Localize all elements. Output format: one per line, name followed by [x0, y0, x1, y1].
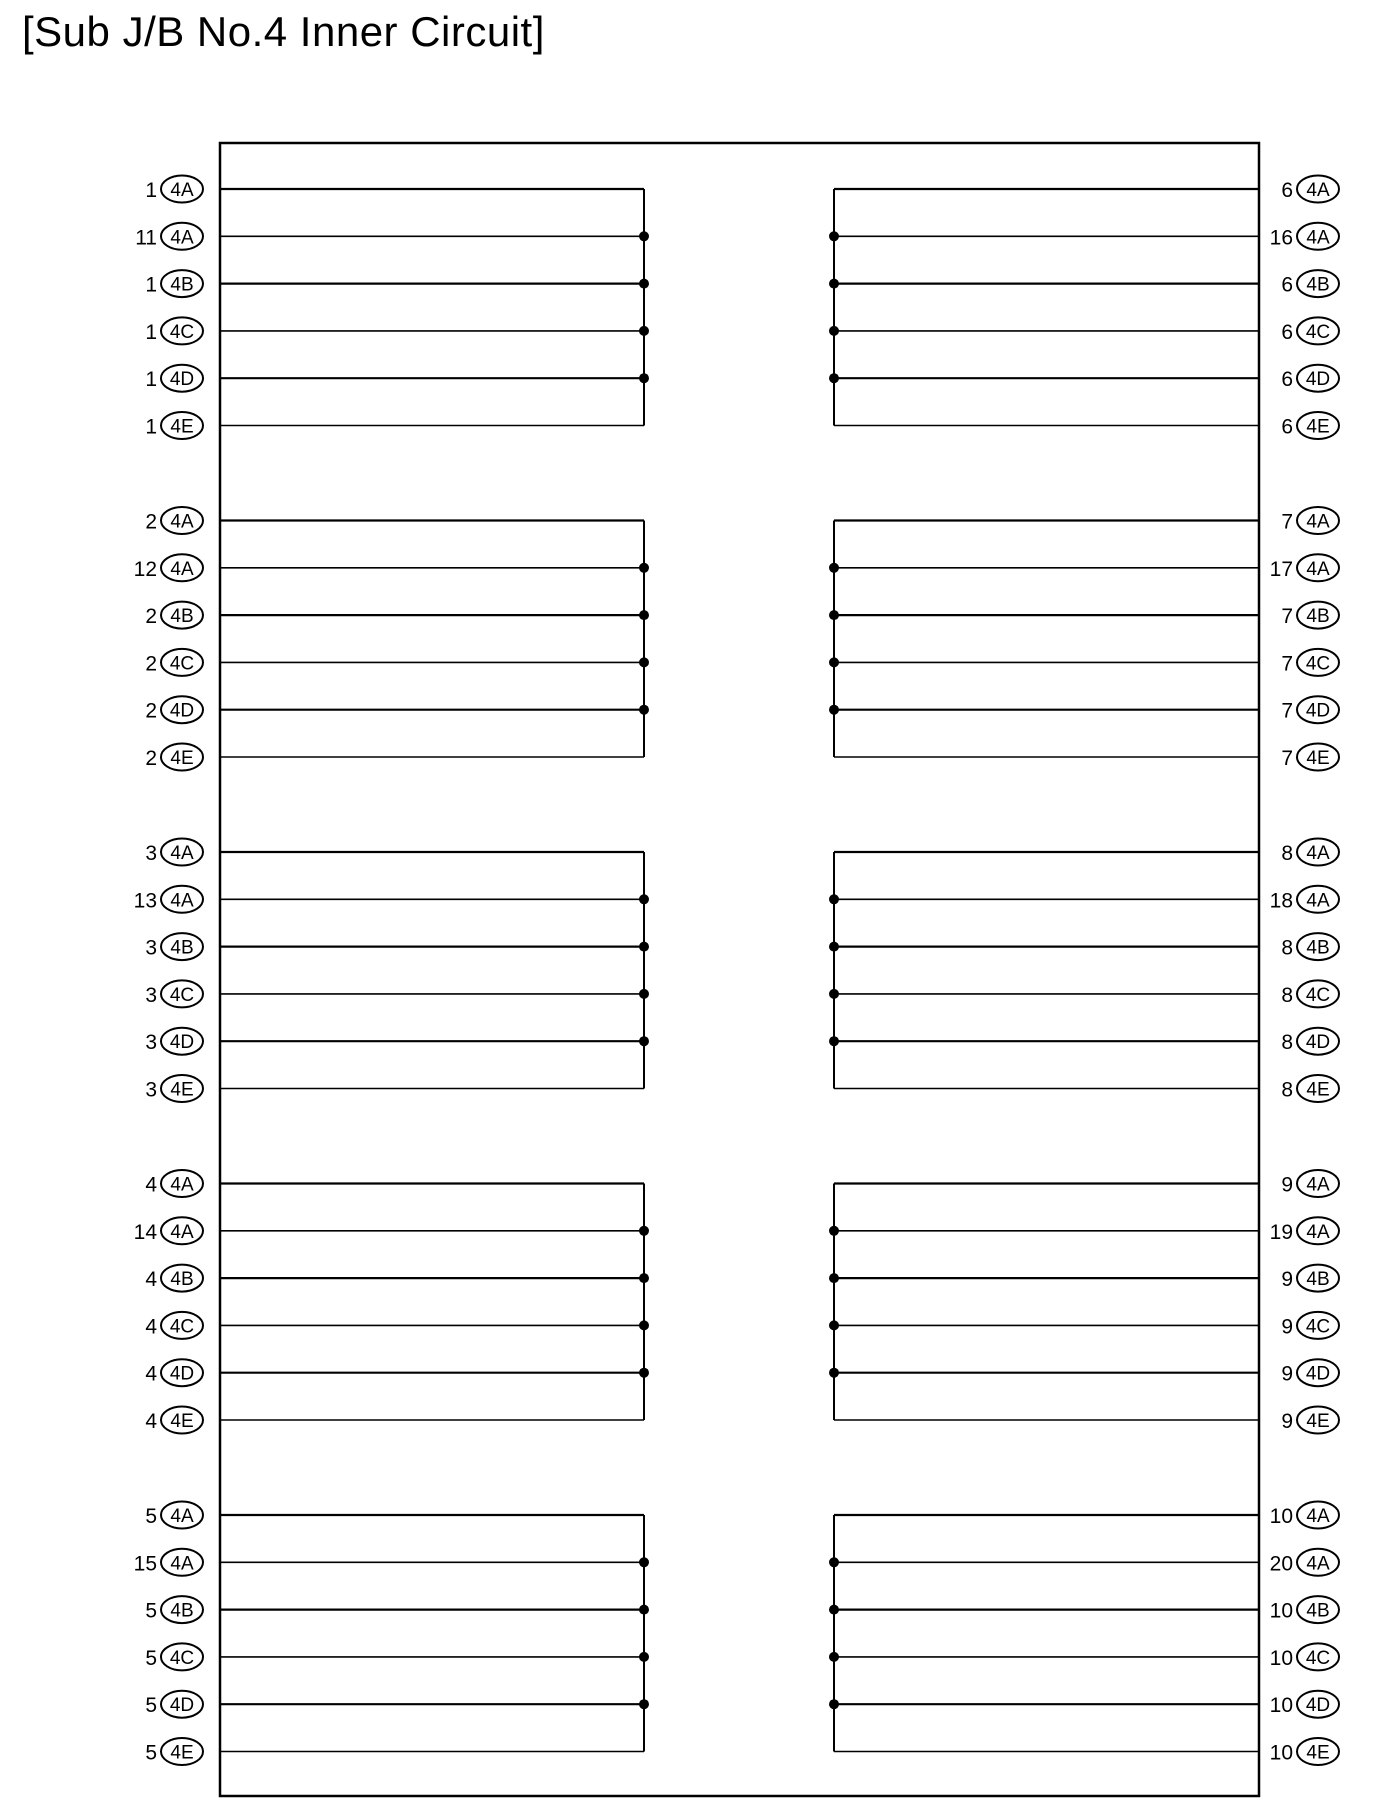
pin-number: 19 [1269, 1220, 1293, 1244]
connector-label: 4E [1306, 1079, 1330, 1101]
junction-dot [829, 279, 839, 289]
pin-number: 9 [1281, 1173, 1293, 1197]
pin-number: 14 [133, 1220, 157, 1244]
circuit-group-1 [135, 176, 649, 440]
connector-label: 4A [170, 1506, 194, 1527]
pin-number: 2 [145, 747, 157, 770]
connector-label: 4E [1306, 1742, 1330, 1764]
junction-dot [829, 1036, 839, 1046]
connector-label: 4C [1305, 1316, 1331, 1338]
junction-dot [829, 657, 839, 667]
pin-number: 3 [145, 936, 157, 960]
connector-label: 4B [170, 1600, 194, 1622]
junction-dot [639, 705, 649, 715]
junction-dot [639, 1605, 649, 1615]
connector-label: 4B [170, 274, 194, 296]
pin-number: 4 [145, 1315, 157, 1339]
pin-number: 7 [1281, 605, 1293, 629]
junction-dot [639, 1273, 649, 1283]
pin-number: 13 [133, 889, 157, 913]
connector-label: 4E [170, 1079, 194, 1101]
junction-dot [639, 894, 649, 904]
connector-label: 4C [169, 1647, 195, 1669]
connector-label: 4B [170, 606, 194, 628]
connector-label: 4E [1306, 1411, 1330, 1432]
connector-label: 4A [170, 558, 194, 580]
pin-number: 15 [133, 1552, 157, 1576]
junction-dot [639, 563, 649, 573]
pin-number: 7 [1281, 652, 1293, 676]
pin-number: 3 [145, 1031, 157, 1055]
connector-label: 4E [1306, 416, 1330, 438]
pin-number: 4 [145, 1362, 157, 1386]
junction-dot [639, 610, 649, 620]
connector-label: 4B [170, 937, 194, 959]
connector-label: 4A [170, 890, 194, 912]
junction-dot [829, 894, 839, 904]
connector-label: 4E [170, 1411, 194, 1432]
junction-dot [829, 610, 839, 620]
connector-label: 4C [169, 653, 195, 675]
pin-number: 8 [1281, 1078, 1293, 1102]
connector-label: 4A [170, 1174, 194, 1196]
pin-number: 9 [1281, 1315, 1293, 1339]
connector-label: 4A [1306, 1221, 1330, 1243]
pin-number: 1 [145, 368, 157, 392]
connector-label: 4E [170, 416, 194, 438]
junction-dot [829, 1699, 839, 1709]
connector-label: 4C [169, 1316, 195, 1338]
pin-number: 5 [145, 1646, 157, 1670]
connector-label: 4D [1305, 1695, 1331, 1717]
pin-number: 1 [145, 320, 157, 344]
circuit-groups [134, 176, 1339, 1766]
junction-dot [829, 1605, 839, 1615]
pin-number: 1 [145, 415, 157, 439]
connector-label: 4B [1306, 274, 1330, 296]
connector-label: 4C [1305, 653, 1331, 675]
connector-label: 4C [1305, 984, 1331, 1006]
pin-number: 18 [1269, 889, 1293, 913]
pin-number: 10 [1269, 1741, 1293, 1765]
junction-dot [639, 1320, 649, 1330]
pin-number: 8 [1281, 983, 1293, 1007]
connector-label: 4C [1305, 1647, 1331, 1669]
connector-label: 4A [1306, 558, 1330, 580]
connector-label: 4D [1305, 1363, 1331, 1385]
junction-dot [829, 1652, 839, 1662]
connector-label: 4D [1305, 1032, 1331, 1054]
connector-label: 4D [169, 369, 195, 391]
pin-number: 4 [145, 1410, 157, 1433]
pin-number: 3 [145, 983, 157, 1007]
junction-dot [829, 1557, 839, 1567]
connector-label: 4D [1305, 369, 1331, 391]
pin-number: 5 [145, 1505, 157, 1528]
connector-label: 4A [1306, 180, 1330, 201]
connector-label: 4A [170, 511, 194, 533]
connector-label: 4C [169, 321, 195, 343]
circuit-group-2 [829, 176, 1339, 440]
circuit-group-3 [134, 507, 649, 771]
pin-number: 10 [1269, 1505, 1293, 1528]
circuit-group-6 [829, 839, 1339, 1103]
pin-number: 5 [145, 1741, 157, 1765]
pin-number: 1 [145, 273, 157, 297]
circuit-group-4 [829, 507, 1339, 771]
junction-dot [639, 279, 649, 289]
connector-label: 4A [1306, 890, 1330, 912]
pin-number: 11 [135, 226, 157, 250]
connector-label: 4A [170, 1553, 194, 1575]
pin-number: 6 [1281, 273, 1293, 297]
connector-label: 4A [1306, 1174, 1330, 1196]
junction-dot [639, 989, 649, 999]
junction-dot [639, 1226, 649, 1236]
pin-number: 8 [1281, 1031, 1293, 1055]
connector-label: 4B [170, 1269, 194, 1291]
junction-dot [829, 1226, 839, 1236]
junction-dot [829, 563, 839, 573]
connector-label: 4A [170, 227, 194, 249]
connector-label: 4E [1306, 748, 1330, 769]
junction-dot [639, 326, 649, 336]
pin-number: 2 [145, 510, 157, 534]
junction-dot [829, 942, 839, 952]
junction-dot [639, 1652, 649, 1662]
pin-number: 6 [1281, 179, 1293, 202]
junction-dot [639, 1036, 649, 1046]
junction-dot [829, 326, 839, 336]
pin-number: 6 [1281, 368, 1293, 392]
connector-label: 4D [169, 1032, 195, 1054]
pin-number: 2 [145, 605, 157, 629]
pin-number: 4 [145, 1173, 157, 1197]
connector-label: 4A [1306, 843, 1330, 864]
pin-number: 10 [1269, 1646, 1293, 1670]
connector-label: 4B [1306, 937, 1330, 959]
pin-number: 8 [1281, 842, 1293, 865]
connector-label: 4D [169, 1695, 195, 1717]
pin-number: 1 [145, 179, 157, 202]
pin-number: 7 [1281, 699, 1293, 723]
connector-label: 4C [169, 984, 195, 1006]
pin-number: 9 [1281, 1362, 1293, 1386]
connector-label: 4B [1306, 1600, 1330, 1622]
connector-label: 4A [170, 1221, 194, 1243]
pin-number: 2 [145, 652, 157, 676]
pin-number: 7 [1281, 510, 1293, 534]
pin-number: 5 [145, 1694, 157, 1718]
pin-number: 4 [145, 1268, 157, 1292]
circuit-group-8 [829, 1170, 1339, 1434]
connector-label: 4A [170, 843, 194, 864]
junction-dot [639, 942, 649, 952]
junction-dot [639, 373, 649, 383]
connector-label: 4E [170, 748, 194, 769]
pin-number: 7 [1281, 747, 1293, 770]
pin-number: 6 [1281, 415, 1293, 439]
junction-dot [639, 1368, 649, 1378]
pin-number: 2 [145, 699, 157, 723]
junction-dot [639, 1557, 649, 1567]
connector-label: 4D [169, 1363, 195, 1385]
pin-number: 9 [1281, 1410, 1293, 1433]
connector-label: 4E [170, 1742, 194, 1764]
pin-number: 10 [1269, 1694, 1293, 1718]
pin-number: 8 [1281, 936, 1293, 960]
pin-number: 3 [145, 1078, 157, 1102]
pin-number: 17 [1269, 557, 1293, 581]
junction-dot [829, 1273, 839, 1283]
diagram-title: [Sub J/B No.4 Inner Circuit] [22, 8, 545, 55]
connector-label: 4A [1306, 511, 1330, 533]
junction-block-outline [220, 143, 1259, 1796]
circuit-group-10 [829, 1502, 1339, 1766]
connector-label: 4D [169, 700, 195, 722]
connector-label: 4D [1305, 700, 1331, 722]
connector-label: 4A [1306, 1506, 1330, 1527]
junction-dot [639, 657, 649, 667]
junction-dot [829, 1368, 839, 1378]
junction-dot [639, 231, 649, 241]
connector-label: 4B [1306, 1269, 1330, 1291]
pin-number: 9 [1281, 1268, 1293, 1292]
junction-dot [829, 1320, 839, 1330]
connector-label: 4A [170, 180, 194, 201]
junction-dot [829, 705, 839, 715]
pin-number: 6 [1281, 320, 1293, 344]
pin-number: 16 [1269, 226, 1293, 250]
pin-number: 3 [145, 842, 157, 865]
pin-number: 12 [133, 557, 157, 581]
pin-number: 20 [1269, 1552, 1293, 1576]
junction-dot [829, 373, 839, 383]
connector-label: 4A [1306, 227, 1330, 249]
connector-label: 4C [1305, 321, 1331, 343]
junction-dot [639, 1699, 649, 1709]
junction-dot [829, 231, 839, 241]
circuit-group-9 [134, 1502, 649, 1766]
connector-label: 4A [1306, 1553, 1330, 1575]
pin-number: 5 [145, 1599, 157, 1623]
connector-label: 4B [1306, 606, 1330, 628]
junction-dot [829, 989, 839, 999]
circuit-group-5 [134, 839, 649, 1103]
circuit-group-7 [134, 1170, 649, 1434]
pin-number: 10 [1269, 1599, 1293, 1623]
